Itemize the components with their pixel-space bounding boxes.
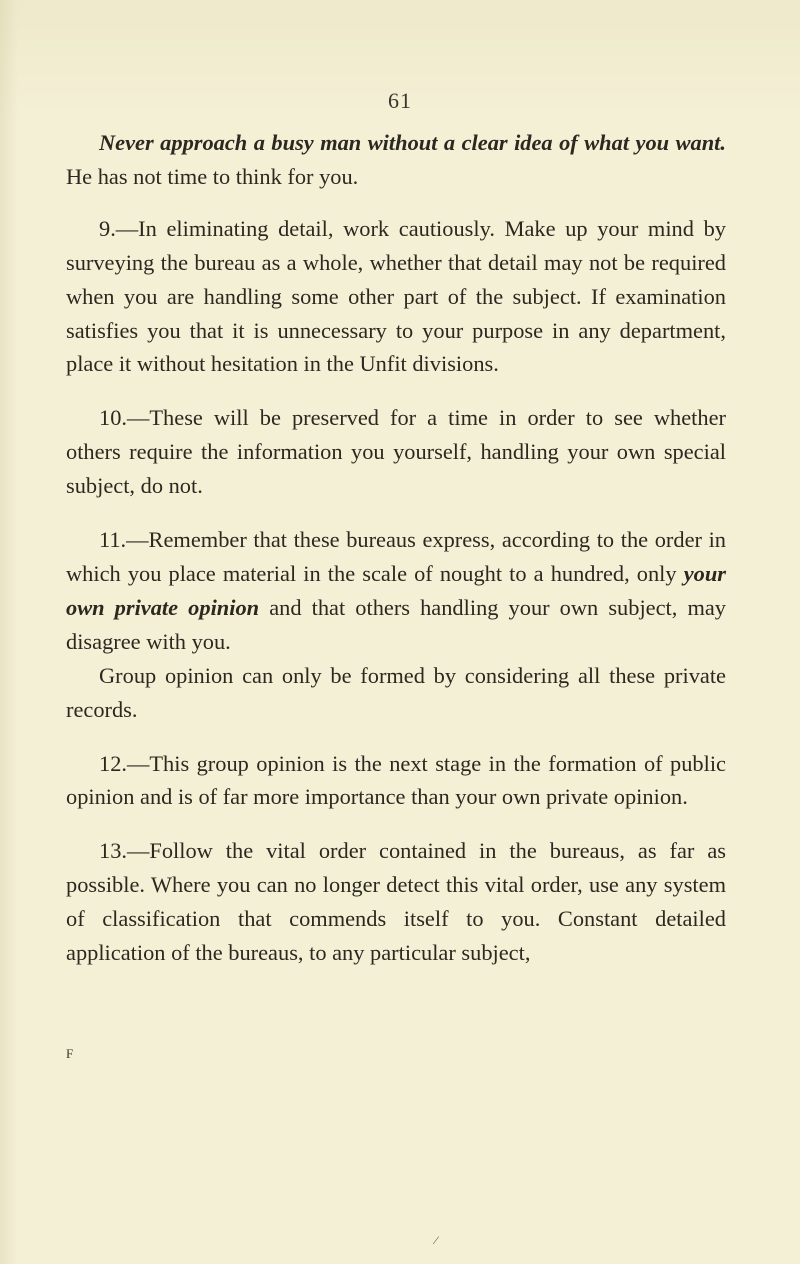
p11-after: and that others handling your own subject, may disagree with you. (66, 594, 726, 654)
paragraph-12: 12.—This group opinion is the next stage in the formation of public opinion and is of far more importance than your own private opinion. (66, 750, 726, 810)
intro-rest: He has not time to think for you. (66, 163, 359, 189)
paragraph-13: 13.—Follow the vital order contained in the bureaus, as far as possible. Where you can no longer detect this vital order, use any system of classification that commends itself to you. Constant detailed application of the bureaus, to any particular subject, (66, 838, 726, 966)
body-text (66, 126, 726, 970)
p11-italic: your own private opinion (66, 560, 726, 620)
paragraph-intro (66, 126, 726, 194)
p11-before: 11.—Remember that these bureaus express, according to the order in which you place material in the scale of nought to a hundred, only (66, 527, 726, 586)
italic-lead: Never approach a busy man without a clear idea of what you want. (99, 130, 726, 155)
paragraph-9: 9.—In eliminating detail, work cautiously. Make up your mind by surveying the bureau as a whole, whether that detail may not be required when you are handling some other part of the subject. If examination satisfies you that it is unnecessary to your purpose in any department, place it without hesitation in the Unfit divisions. (66, 215, 726, 377)
paragraph-11b: Group opinion can only be formed by considering all these private records. (66, 662, 726, 722)
paragraph-10: 10.—These will be preserved for a time in order to see whether others require the information you yourself, handling your own special subject, do not. (66, 405, 726, 499)
signature-mark: F (66, 1046, 74, 1061)
paragraph-11 (66, 523, 726, 659)
page-number: 61 (388, 88, 412, 113)
stray-mark: ⁄ (435, 1233, 438, 1247)
